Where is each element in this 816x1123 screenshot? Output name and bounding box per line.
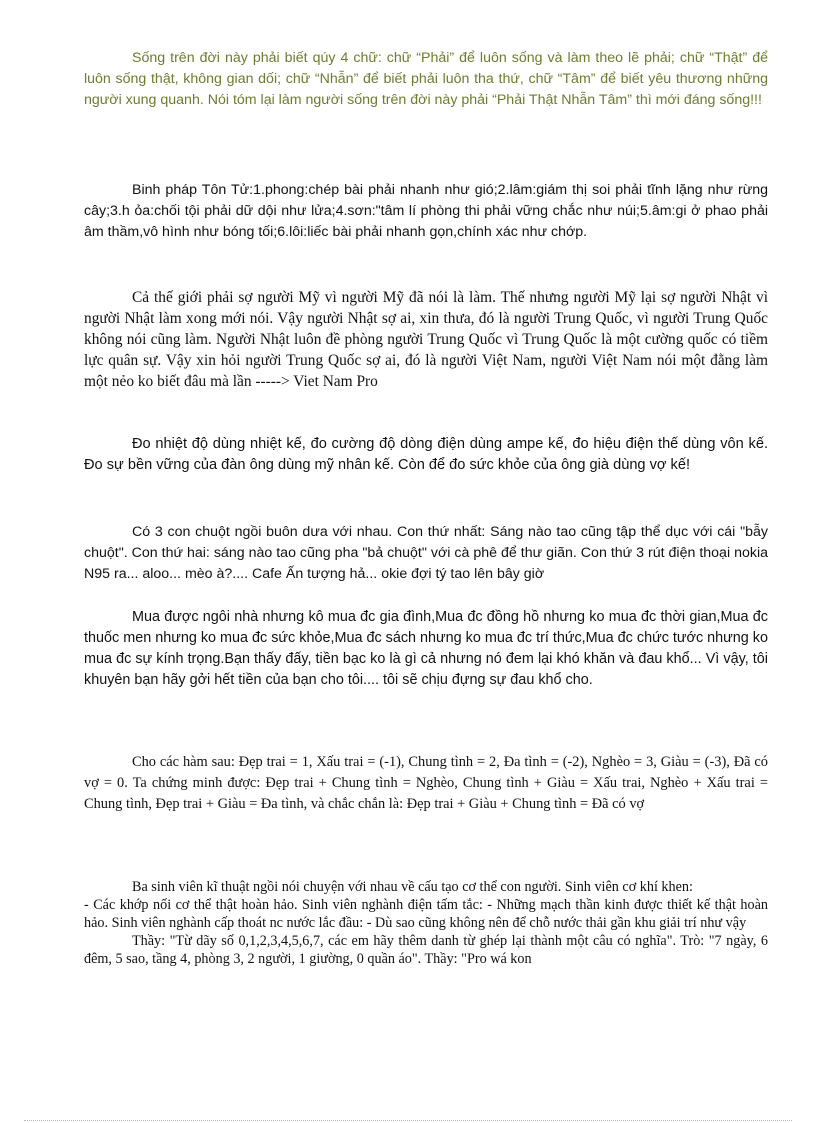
page-bottom-divider [24,1120,792,1121]
paragraph-phai-that-nhan-tam: Sống trên đời này phải biết qúy 4 chữ: chữ “Phải” để luôn sống và làm theo lẽ phải; chữ “Thật” để luôn sống thật, không gian dối; chữ “Nhẫn” để biết phải luôn tha thứ, chữ “Tâm” để biết yêu thương những người xung quanh. Nói tóm lại làm người sống trên đời này phải “Phải Thật Nhẫn Tâm” thì mới đáng sống!!! [84,50,768,108]
paragraph-do-nhiet-do: Đo nhiệt độ dùng nhiệt kế, đo cường độ dòng điện dùng ampe kế, đo hiệu điện thế dùng vôn kế. Đo sự bền vững của đàn ông dùng mỹ nhân kế. Còn để đo sức khỏe của ông già dùng vợ kế! [84,436,768,473]
paragraph-line: Ba sinh viên kĩ thuật ngồi nói chuyện với nhau về cấu tạo cơ thể con người. Sinh viên cơ khí khen: [132,879,693,895]
paragraph-sinh-vien-ki-thuat [84,878,768,968]
paragraph-mua-duoc-ngoi-nha: Mua được ngôi nhà nhưng kô mua đc gia đình,Mua đc đồng hồ nhưng ko mua đc thời gian,Mua đc thuốc men nhưng ko mua đc sức khỏe,Mua đc sách nhưng ko mua đc trí thức,Mua đc chức tước nhưng ko mua đc sự kính trọng.Bạn thấy đấy, tiền bạc ko là gì cả nhưng nó đem lại khó khăn và đau khổ... Vì vậy, tôi khuyên bạn hãy gởi hết tiền của bạn cho tôi.... tôi sẽ chịu đựng sự đau khổ cho. [84,609,769,688]
paragraph-line: Thầy: "Từ dãy số 0,1,2,3,4,5,6,7, các em hãy thêm danh từ ghép lại thành một câu có nghĩa". Trò: "7 ngày, 6 đêm, 5 sao, tầng 4, phòng 3, 2 người, 1 giường, 0 quần áo". Thầy: "Pro wá kon [84,933,768,967]
paragraph-nguoi-my-nguoi-nhat: Cả thế giới phải sợ người Mỹ vì người Mỹ đã nói là làm. Thế nhưng người Mỹ lại sợ người Nhật vì người Nhật làm xong mới nói. Vậy người Nhật sợ ai, xin thưa, đó là người Trung Quốc, vì người Trung Quốc không nói cũng làm. Người Nhật luôn đề phòng người Trung Quốc vì Trung Quốc là một cường quốc có tiềm lực quân sự. Vậy xin hỏi người Trung Quốc sợ ai, đó là người Việt Nam, người Việt Nam nói một đằng làm một nẻo ko biết đâu mà lần -----> Viet Nam Pro [84,289,768,390]
paragraph-cho-cac-ham: Cho các hàm sau: Đẹp trai = 1, Xấu trai = (-1), Chung tình = 2, Đa tình = (-2), Nghèo = 3, Giàu = (-3), Đã có vợ = 0. Ta chứng minh được: Đẹp trai + Chung tình = Nghèo, Chung tình + Giàu = Xấu trai, Nghèo + Xấu trai = Chung tình, Đẹp trai + Giàu = Đa tình, và chắc chắn là: Đẹp trai + Giàu + Chung tình = Đã có vợ [84,754,768,812]
paragraph-line: - Các khớp nối cơ thể thật hoàn hảo. Sinh viên nghành điện tấm tắc: - Những mạch thần kinh được thiết kế thật hoàn hảo. Sinh viên nghành cấp thoát nc nước lắc đầu: - Dù sao cũng không nên để chỗ nước thải gần khu giải trí như vậy [84,897,768,931]
paragraph-binh-phap-ton-tu: Binh pháp Tôn Tử:1.phong:chép bài phải nhanh như gió;2.lâm:giám thị soi phải tĩnh lặng như rừng cây;3.h ỏa:chối tội phải dữ dội như lửa;4.sơn:"tâm lí phòng thi phải vững chắc như núi;5.âm:gi ở phao phải âm thầm,vô hình như bóng tối;6.lôi:liếc bài phải nhanh gọn,chính xác như chớp. [84,182,768,240]
paragraph-ba-con-chuot: Có 3 con chuột ngồi buôn dưa với nhau. Con thứ nhất: Sáng nào tao cũng tập thể dục với cái "bẫy chuột". Con thứ hai: sáng nào tao cũng pha "bả chuột" với cà phê để thư giãn. Con thứ 3 rút điện thoại nokia N95 ra... aloo... mèo à?.... Cafe Ấn tượng hả... okie đợi tý tao lên bây giờ [84,524,768,582]
